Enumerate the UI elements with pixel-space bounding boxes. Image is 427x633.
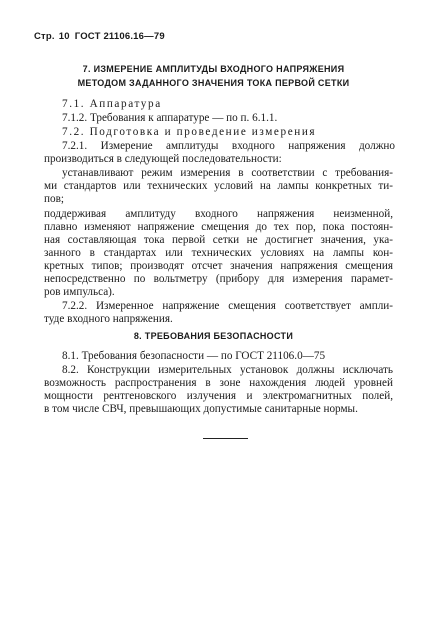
step-2-line: плавно изменяют напряжение смещения до тех пор, пока постоян- bbox=[44, 221, 393, 233]
clause-7-2: 7.2. Подготовка и проведение измерения bbox=[62, 126, 317, 138]
clause-7-2-2-line: 7.2.2. Измеренное напряжение смещения соответствует ампли- bbox=[62, 300, 393, 312]
step-1-line: устанавливают режим измерения в соответствии с требования- bbox=[62, 167, 393, 179]
section-7-title-line-1: 7. ИЗМЕРЕНИЕ АМПЛИТУДЫ ВХОДНОГО НАПРЯЖЕНИЯ bbox=[82, 64, 345, 74]
step-2-line: непосредственно по вольтметру (прибору для измерения парамет- bbox=[44, 273, 393, 285]
step-2-line: кретных типов; производят отсчет значения напряжения смещения bbox=[44, 260, 393, 272]
standard-number: ГОСТ 21106.16—79 bbox=[74, 31, 165, 42]
page-header bbox=[34, 31, 165, 42]
clause-8-2-line: 8.2. Конструкции измерительных установок должны исключать bbox=[62, 364, 393, 376]
clause-8-2-line: в том числе СВЧ, превышающих допустимые санитарные нормы. bbox=[44, 403, 358, 415]
step-1-line: ми стандартов или технических условий на лампы конкретных ти- bbox=[44, 180, 393, 192]
clause-7-1: 7.1. Аппаратура bbox=[62, 98, 162, 110]
page-label: Стр. bbox=[34, 31, 55, 42]
step-2-line: занного в стандартах или технических условиях на лампы кон- bbox=[44, 247, 393, 259]
section-8-title: 8. ТРЕБОВАНИЯ БЕЗОПАСНОСТИ bbox=[133, 331, 294, 341]
page-number: 10 bbox=[58, 31, 70, 42]
clause-8-2-line: мощности рентгеновского излучения и электромагнитных полей, bbox=[44, 390, 393, 402]
step-1-line: пов; bbox=[44, 193, 64, 205]
clause-8-1: 8.1. Требования безопасности — по ГОСТ 21106.0—75 bbox=[62, 350, 326, 362]
end-rule bbox=[203, 438, 248, 439]
step-2-line: ная составляющая тока первой сетки не достигнет значения, ука- bbox=[44, 234, 393, 246]
step-2-line: поддерживая амплитуду входного напряжения неизменной, bbox=[44, 208, 393, 220]
section-7-title-line-2: МЕТОДОМ ЗАДАННОГО ЗНАЧЕНИЯ ТОКА ПЕРВОЙ СЕТКИ bbox=[77, 78, 350, 88]
step-2-line: ров импульса). bbox=[44, 286, 115, 298]
clause-7-2-1-line: 7.2.1. Измерение амплитуды входного напряжения должно bbox=[62, 140, 395, 152]
clause-8-2-line: возможность распространения в зоне нахождения людей уровней bbox=[44, 377, 393, 389]
clause-7-2-1-line: производиться в следующей последовательности: bbox=[44, 153, 282, 165]
clause-7-2-2-line: туде входного напряжения. bbox=[44, 313, 173, 325]
clause-7-1-2: 7.1.2. Требования к аппаратуре — по п. 6.1.1. bbox=[62, 112, 278, 124]
